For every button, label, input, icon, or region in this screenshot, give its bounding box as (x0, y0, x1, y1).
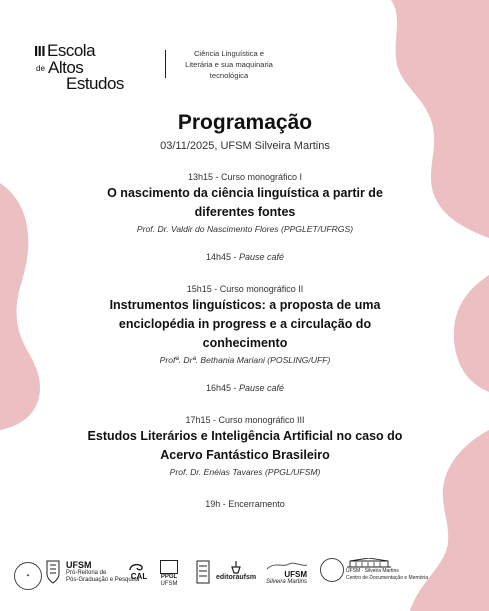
closing-item: 19h - Encerramento (205, 499, 285, 509)
landscape-icon (267, 560, 307, 570)
header-subtitle (174, 48, 284, 81)
ppgl-wordmark: PPGL (160, 574, 178, 580)
coat-of-arms-icon (46, 560, 60, 584)
slot-time: 15h15 - Curso monográfico II (186, 284, 304, 294)
pause-item (70, 383, 420, 393)
pause-item (70, 252, 420, 262)
slot-title-line: O nascimento da ciência linguística a partir de (107, 186, 383, 200)
header-divider (165, 50, 166, 78)
cdm-line: Centro de Documentação e Memória (346, 575, 428, 581)
seal-icon: ✦ (14, 562, 42, 590)
slot-title (70, 184, 420, 222)
program-slot (70, 415, 420, 477)
building-icon (346, 558, 392, 568)
pink-blob-right-middle (454, 275, 489, 392)
logo-word-estudos: Estudos (66, 74, 124, 93)
event-header (34, 42, 294, 94)
slot-title-line: Estudos Literários e Inteligência Artificial no caso do (87, 429, 403, 443)
cdm-text-logo (346, 558, 428, 582)
logo-word-altos: Altos (48, 58, 84, 77)
sponsor-logos (14, 556, 474, 596)
ufsm-wordmark: UFSM (66, 560, 92, 570)
header-subtitle-line: Literária e sua maquinaria (185, 60, 273, 69)
cal-logo (128, 562, 150, 581)
logo-word-de: de (36, 64, 45, 73)
slot-time: 17h15 - Curso monográfico III (185, 415, 305, 425)
pause-time: 16h45 - (205, 383, 239, 393)
cal-spiral-icon (128, 562, 150, 572)
slot-title-line: Instrumentos linguísticos: a proposta de uma (109, 298, 381, 312)
cdm-logo (320, 558, 344, 582)
program-content (70, 110, 420, 509)
editora-ufsm-logo (216, 560, 256, 581)
ppgl-sub: UFSM (160, 581, 178, 587)
slot-speaker: Profª. Drª. Bethania Mariani (POSLING/UFF) (159, 355, 331, 365)
program-slot (70, 172, 420, 234)
page-title: Programação (177, 111, 313, 134)
slot-title (70, 296, 420, 353)
logo-mark: III (34, 43, 46, 60)
cdm-line: UFSM · Silveira Martins (346, 568, 399, 574)
slot-title (70, 427, 420, 465)
pink-blob-left (0, 183, 40, 430)
university-seal-logo (14, 562, 42, 590)
event-date: 03/11/2025, UFSM Silveira Martins (160, 140, 330, 152)
ufsm-sub-line: Pós-Graduação e Pesquisa (66, 577, 140, 583)
pause-time: 14h45 - (205, 252, 239, 262)
ufsm-sub-line: Pró-Reitoria de (66, 570, 107, 576)
program-slot (70, 284, 420, 365)
slot-title-line: diferentes fontes (194, 205, 296, 219)
lamp-icon (229, 560, 243, 574)
slot-title-line: Acervo Fantástico Brasileiro (160, 448, 330, 462)
logo-word-escola: Escola (47, 41, 96, 60)
cal-wordmark: CAL (130, 572, 148, 581)
slot-time: 13h15 - Curso monográfico I (187, 172, 303, 182)
book-emblem-logo (196, 560, 210, 584)
book-emblem-icon (196, 560, 210, 584)
ppgl-logo (160, 560, 178, 588)
ufsm-silveira-martins-logo (266, 560, 307, 586)
header-subtitle-line: Ciência Linguística e (193, 49, 265, 58)
header-subtitle-line: tecnológica (209, 71, 249, 80)
slot-speaker: Prof. Dr. Valdir do Nascimento Flores (PPGLET/UFRGS) (136, 224, 354, 234)
pause-label: Pause café (239, 252, 285, 262)
slot-title-line: conhecimento (202, 336, 288, 350)
editora-wordmark: editoraufsm (216, 574, 257, 581)
pause-label: Pause café (239, 383, 285, 393)
slot-speaker: Prof. Dr. Enéias Tavares (PPGL/UFSM) (169, 467, 321, 477)
ufsm-wordmark: UFSM (284, 570, 308, 579)
ufsm-coat-of-arms-logo (46, 560, 60, 584)
ppgl-box-icon (160, 560, 178, 574)
cdm-circle-icon (320, 558, 344, 582)
slot-title-line: enciclopédia in progress e a circulação do (118, 317, 372, 331)
ufsm-sub: Silveira Martins (266, 579, 308, 585)
